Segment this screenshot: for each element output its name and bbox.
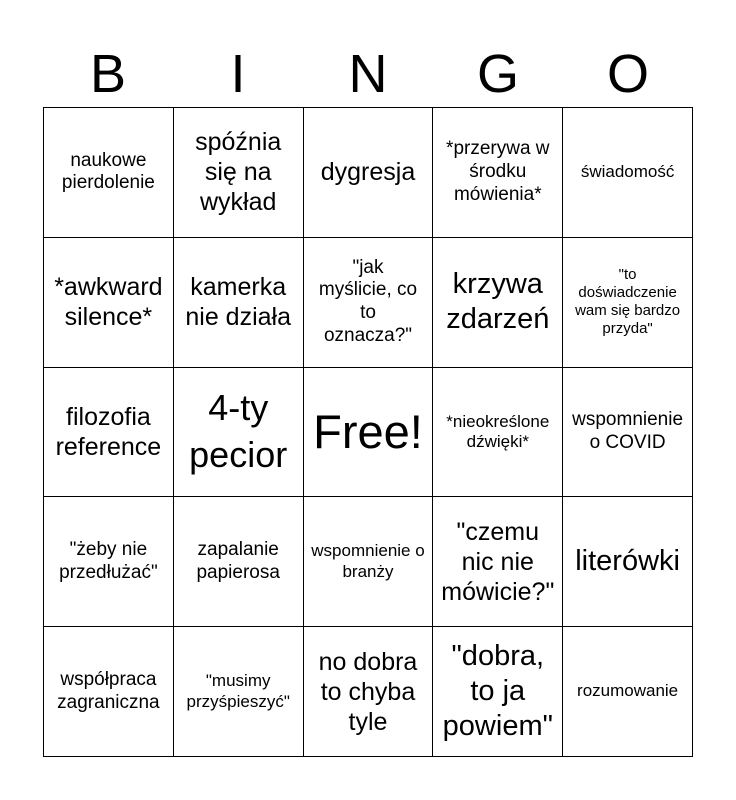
bingo-header [43,42,693,106]
bingo-cell[interactable]: "czemu nic nie mówicie?" [433,497,563,627]
bingo-cell[interactable]: *przerywa w środku mówienia* [433,108,563,238]
header-letter-n: N [348,44,388,104]
header-letter-b: B [89,44,127,104]
bingo-cell[interactable]: zapalanie papierosa [174,497,304,627]
header-letter-o: O [606,44,649,104]
bingo-cell[interactable]: krzywa zdarzeń [433,238,563,368]
bingo-cell[interactable]: 4-ty pecior [174,368,304,498]
bingo-cell[interactable]: literówki [563,497,693,627]
bingo-cell[interactable]: świadomość [563,108,693,238]
bingo-cell[interactable]: *awkward silence* [44,238,174,368]
bingo-cell[interactable]: wspomnienie o COVID [563,368,693,498]
bingo-cell[interactable]: "musimy przyśpieszyć" [174,627,304,757]
bingo-cell[interactable]: no dobra to chyba tyle [304,627,434,757]
bingo-cell[interactable]: spóźnia się na wykład [174,108,304,238]
header-letter-i: I [230,44,246,104]
bingo-cell[interactable]: rozumowanie [563,627,693,757]
free-cell[interactable]: Free! [304,368,434,498]
bingo-cell[interactable]: współpraca zagraniczna [44,627,174,757]
bingo-cell[interactable]: "żeby nie przedłużać" [44,497,174,627]
bingo-board [43,107,693,757]
bingo-cell[interactable]: kamerka nie działa [174,238,304,368]
bingo-cell[interactable]: filozofia reference [44,368,174,498]
bingo-cell[interactable]: dygresja [304,108,434,238]
bingo-cell[interactable]: *nieokreślone dźwięki* [433,368,563,498]
header-letter-g: G [476,44,519,104]
bingo-cell[interactable]: naukowe pierdolenie [44,108,174,238]
bingo-cell[interactable]: "to doświadczenie wam się bardzo przyda" [563,238,693,368]
bingo-cell[interactable]: "jak myślicie, co to oznacza?" [304,238,434,368]
bingo-cell[interactable]: wspomnienie o branży [304,497,434,627]
bingo-cell[interactable]: "dobra, to ja powiem" [433,627,563,757]
